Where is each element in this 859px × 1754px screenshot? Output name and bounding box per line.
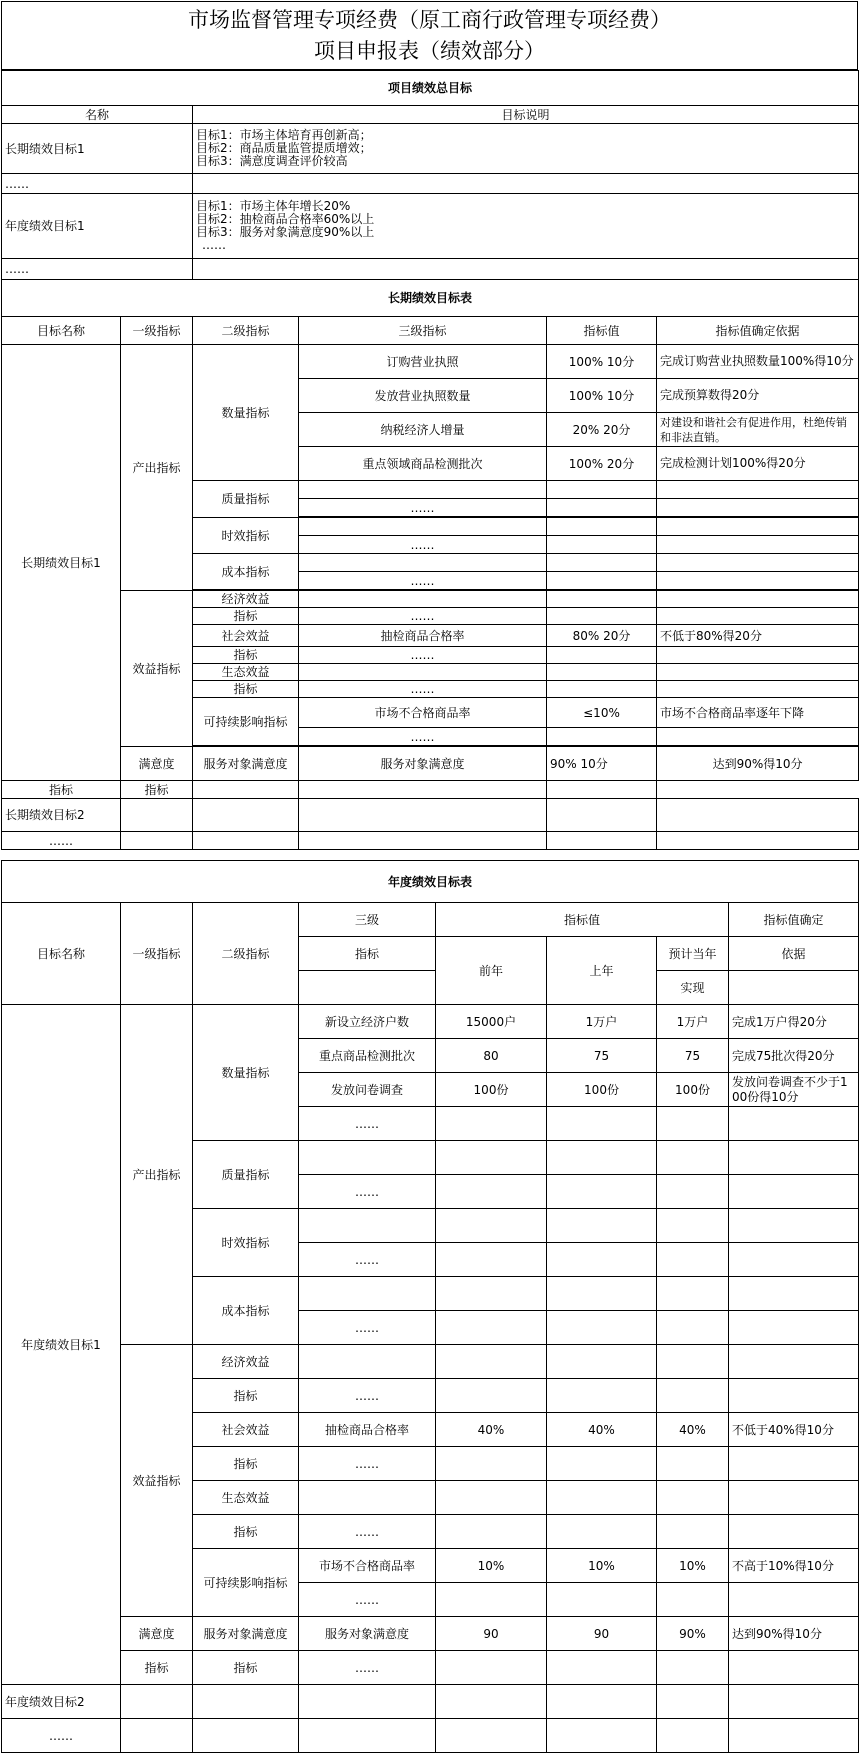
table-cell: 75: [657, 1039, 729, 1073]
empty-cell: [729, 1651, 859, 1685]
long-ecological-indicator: 生态效益: [193, 664, 299, 681]
empty-cell: [657, 799, 859, 832]
table-cell: ……: [299, 728, 547, 746]
empty-cell: [657, 499, 859, 517]
table-cell: ……: [299, 1651, 436, 1685]
empty-cell: [121, 799, 193, 832]
empty-cell: [547, 1447, 657, 1481]
header-value: 指标值: [547, 317, 657, 345]
annual-cost-indicator: 成本指标: [193, 1277, 299, 1345]
empty-cell: [547, 518, 657, 536]
table-cell: 1万户: [657, 1005, 729, 1039]
table-cell: 100份: [657, 1073, 729, 1107]
header-last-year: 上年: [547, 937, 657, 1005]
long-effect-indicator: 效益指标: [121, 591, 193, 747]
table-cell: 发放问卷调查: [299, 1073, 436, 1107]
table-cell: ……: [299, 1447, 436, 1481]
header-level3-top: 三级: [299, 903, 436, 937]
empty-cell: [657, 1447, 729, 1481]
empty-cell: [547, 591, 657, 608]
empty-cell: [193, 799, 299, 832]
header-level1: 一级指标: [121, 317, 193, 345]
table-cell: 达到90%得10分: [657, 747, 859, 781]
table-cell: ……: [299, 608, 547, 625]
table-cell: 指标: [193, 1447, 299, 1481]
table-cell: 达到90%得10分: [729, 1617, 859, 1651]
empty-cell: [547, 1515, 657, 1549]
table-cell: 100份: [547, 1073, 657, 1107]
annual-goal-desc: 目标1：市场主体年增长20% 目标2：抽检商品合格率60%以上 目标3：服务对象满意度90%以上 ……: [193, 194, 859, 259]
empty-cell: [193, 1685, 299, 1719]
empty-cell: [436, 1515, 547, 1549]
header-level1: 一级指标: [121, 903, 193, 1005]
header-expected-top: 预计当年: [657, 937, 729, 971]
table-cell: 新设立经济户数: [299, 1005, 436, 1039]
empty-cell: [729, 1515, 859, 1549]
empty-cell: [729, 1243, 859, 1277]
empty-cell: [729, 971, 859, 1005]
empty-cell: [729, 1175, 859, 1209]
table-cell: 40%: [547, 1413, 657, 1447]
long-service-satisfaction: 服务对象满意度: [193, 747, 299, 781]
table-cell: 90: [436, 1617, 547, 1651]
table-cell: ……: [299, 1583, 436, 1617]
table-cell: 10%: [547, 1549, 657, 1583]
table-cell: 重点领域商品检测批次: [299, 447, 547, 481]
table-cell: 100% 10分: [547, 379, 657, 413]
empty-cell: [121, 1685, 193, 1719]
table-cell: 重点商品检测批次: [299, 1039, 436, 1073]
long-timeliness-indicator: 时效指标: [193, 518, 299, 554]
header-level2: 二级指标: [193, 903, 299, 1005]
summary-table: [1, 70, 859, 280]
table-cell: ……: [299, 1175, 436, 1209]
empty-cell: [657, 664, 859, 681]
annual-service-satisfaction: 服务对象满意度: [193, 1617, 299, 1651]
table-cell: 纳税经济人增量: [299, 413, 547, 447]
empty-cell: [729, 1583, 859, 1617]
table-cell: 90% 10分: [547, 747, 657, 781]
empty-cell: [729, 1107, 859, 1141]
empty-cell: [547, 572, 657, 590]
empty-cell: [547, 832, 657, 850]
empty-cell: [547, 681, 657, 698]
empty-cell: [547, 1719, 657, 1753]
empty-cell: [193, 174, 859, 194]
empty-cell: [547, 1685, 657, 1719]
empty-cell: [436, 1447, 547, 1481]
empty-cell: [436, 1175, 547, 1209]
annual-goal-label: 年度绩效目标1: [2, 194, 193, 259]
empty-cell: [547, 1481, 657, 1515]
empty-cell: [299, 971, 436, 1005]
empty-cell: [436, 1583, 547, 1617]
table-cell: 订购营业执照: [299, 345, 547, 379]
empty-cell: [299, 554, 547, 572]
empty-cell: [547, 1583, 657, 1617]
page-subtitle: 项目申报表（绩效部分）: [314, 39, 545, 63]
empty-cell: [547, 799, 657, 832]
table-cell: ……: [2, 1719, 121, 1753]
long-output-indicator: 产出指标: [121, 345, 193, 591]
table-cell: 指标: [193, 1515, 299, 1549]
annual-quality-indicator: 质量指标: [193, 1141, 299, 1209]
table-cell: 不低于40%得10分: [729, 1413, 859, 1447]
empty-cell: [436, 1311, 547, 1345]
empty-cell: [657, 536, 859, 554]
long-quantity-indicator: 数量指标: [193, 345, 299, 481]
table-cell: 抽检商品合格率: [299, 1413, 436, 1447]
empty-cell: [436, 1651, 547, 1685]
empty-cell: [657, 681, 859, 698]
annual-goal-1: 年度绩效目标1: [2, 1005, 121, 1685]
header-basis-bottom: 依据: [729, 937, 859, 971]
header-basis: 指标值确定依据: [657, 317, 859, 345]
table-cell: ……: [299, 1515, 436, 1549]
summary-ellipsis: ……: [2, 174, 193, 194]
empty-cell: [299, 481, 547, 499]
empty-cell: [547, 781, 657, 799]
long-term-table: [1, 279, 859, 850]
table-cell: 市场不合格商品率: [299, 1549, 436, 1583]
table-cell: ……: [299, 647, 547, 664]
table-cell: ≤10%: [547, 698, 657, 728]
table-cell: ……: [299, 1107, 436, 1141]
empty-cell: [657, 1345, 729, 1379]
empty-cell: [657, 1277, 729, 1311]
empty-cell: [299, 832, 547, 850]
empty-cell: [299, 1685, 436, 1719]
table-cell: 40%: [657, 1413, 729, 1447]
table-cell: ……: [299, 681, 547, 698]
empty-cell: [436, 1107, 547, 1141]
table-cell: ……: [299, 572, 547, 590]
page-title: 市场监督管理专项经费（原工商行政管理专项经费）: [188, 8, 671, 32]
table-cell: 15000户: [436, 1005, 547, 1039]
header-prev-year: 前年: [436, 937, 547, 1005]
empty-cell: [547, 608, 657, 625]
empty-cell: [299, 1209, 436, 1243]
empty-cell: [657, 1243, 729, 1277]
long-term-goal-label: 长期绩效目标1: [2, 124, 193, 174]
empty-cell: [299, 664, 547, 681]
empty-cell: [547, 1107, 657, 1141]
empty-cell: [299, 591, 547, 608]
empty-cell: [729, 1481, 859, 1515]
empty-cell: [436, 1141, 547, 1175]
empty-cell: [547, 1175, 657, 1209]
empty-cell: [299, 1481, 436, 1515]
empty-cell: [193, 832, 299, 850]
empty-cell: [121, 832, 193, 850]
empty-cell: [657, 1719, 729, 1753]
empty-cell: [657, 1481, 729, 1515]
empty-cell: [299, 518, 547, 536]
table-cell: 10%: [657, 1549, 729, 1583]
long-goal-2: 长期绩效目标2: [2, 799, 121, 832]
empty-cell: [729, 1277, 859, 1311]
table-cell: 指标: [121, 781, 193, 799]
header-goal-name: 目标名称: [2, 317, 121, 345]
summary-col-desc: 目标说明: [193, 106, 859, 124]
table-cell: 20% 20分: [547, 413, 657, 447]
empty-cell: [436, 1719, 547, 1753]
empty-cell: [547, 1209, 657, 1243]
table-cell: 不高于10%得10分: [729, 1549, 859, 1583]
empty-cell: [657, 591, 859, 608]
table-cell: 100份: [436, 1073, 547, 1107]
empty-cell: [729, 1719, 859, 1753]
empty-cell: [547, 1277, 657, 1311]
empty-cell: [657, 1685, 729, 1719]
table-cell: 1万户: [547, 1005, 657, 1039]
header-expected-bottom: 实现: [657, 971, 729, 1005]
header-goal-name: 目标名称: [2, 903, 121, 1005]
long-term-heading: 长期绩效目标表: [2, 280, 859, 317]
empty-cell: [657, 1515, 729, 1549]
table-cell: 指标: [2, 781, 121, 799]
empty-cell: [729, 1685, 859, 1719]
table-cell: 完成75批次得20分: [729, 1039, 859, 1073]
table-cell: 80: [436, 1039, 547, 1073]
header-value: 指标值: [436, 903, 729, 937]
summary-heading: 项目绩效总目标: [2, 71, 859, 106]
long-cost-indicator: 成本指标: [193, 554, 299, 590]
table-cell: 不低于80%得20分: [657, 625, 859, 647]
empty-cell: [547, 499, 657, 517]
empty-cell: [657, 608, 859, 625]
table-cell: 服务对象满意度: [299, 1617, 436, 1651]
table-cell: 指标: [193, 608, 299, 625]
table-cell: 40%: [436, 1413, 547, 1447]
empty-cell: [193, 781, 299, 799]
long-satisfaction: 满意度: [121, 747, 193, 781]
empty-cell: [547, 1651, 657, 1685]
empty-cell: [657, 518, 859, 536]
empty-cell: [547, 1141, 657, 1175]
table-cell: 80% 20分: [547, 625, 657, 647]
table-cell: ……: [2, 832, 121, 850]
table-cell: 市场不合格商品率逐年下降: [657, 698, 859, 728]
empty-cell: [121, 1719, 193, 1753]
table-cell: ……: [299, 1311, 436, 1345]
table-cell: 发放问卷调查不少于100份得10分: [729, 1073, 859, 1107]
empty-cell: [436, 1277, 547, 1311]
empty-cell: [547, 1243, 657, 1277]
header-level3-bottom: 指标: [299, 937, 436, 971]
empty-cell: [299, 1277, 436, 1311]
empty-cell: [657, 572, 859, 590]
table-cell: 抽检商品合格率: [299, 625, 547, 647]
long-economic-indicator: 经济效益: [193, 591, 299, 608]
table-cell: 10%: [436, 1549, 547, 1583]
table-cell: 90: [547, 1617, 657, 1651]
empty-cell: [436, 1379, 547, 1413]
empty-cell: [547, 1379, 657, 1413]
table-cell: 指标: [193, 681, 299, 698]
long-goal-1: 长期绩效目标1: [2, 345, 121, 781]
table-cell: 完成订购营业执照数量100%得10分: [657, 345, 859, 379]
empty-cell: [657, 1107, 729, 1141]
annual-heading: 年度绩效目标表: [2, 861, 859, 903]
annual-sustainable-indicator: 可持续影响指标: [193, 1549, 299, 1617]
table-cell: 指标: [193, 647, 299, 664]
empty-cell: [193, 1719, 299, 1753]
table-cell: 100% 10分: [547, 345, 657, 379]
empty-cell: [436, 1481, 547, 1515]
annual-output-indicator: 产出指标: [121, 1005, 193, 1345]
table-cell: 服务对象满意度: [299, 747, 547, 781]
table-cell: 指标: [193, 1379, 299, 1413]
empty-cell: [657, 481, 859, 499]
table-cell: 90%: [657, 1617, 729, 1651]
summary-ellipsis: ……: [2, 259, 193, 280]
table-cell: ……: [299, 1243, 436, 1277]
empty-cell: [299, 799, 547, 832]
table-cell: ……: [299, 499, 547, 517]
header-level3: 三级指标: [299, 317, 547, 345]
table-cell: 指标: [193, 1651, 299, 1685]
empty-cell: [436, 1209, 547, 1243]
empty-cell: [657, 1175, 729, 1209]
table-cell: 指标: [121, 1651, 193, 1685]
empty-cell: [729, 1379, 859, 1413]
empty-cell: [547, 554, 657, 572]
long-social-indicator: 社会效益: [193, 625, 299, 647]
empty-cell: [299, 781, 547, 799]
table-cell: ……: [299, 536, 547, 554]
empty-cell: [436, 1243, 547, 1277]
long-quality-indicator: 质量指标: [193, 481, 299, 518]
header-basis-top: 指标值确定: [729, 903, 859, 937]
empty-cell: [729, 1311, 859, 1345]
empty-cell: [657, 647, 859, 664]
empty-cell: [657, 728, 859, 746]
empty-cell: [436, 1685, 547, 1719]
table-cell: 对建设和谐社会有促进作用，杜绝传销和非法直销。: [657, 413, 859, 447]
annual-satisfaction: 满意度: [121, 1617, 193, 1651]
empty-cell: [547, 647, 657, 664]
empty-cell: [547, 1345, 657, 1379]
empty-cell: [657, 832, 859, 850]
summary-col-name: 名称: [2, 106, 193, 124]
annual-table: [1, 860, 859, 1753]
annual-timeliness-indicator: 时效指标: [193, 1209, 299, 1277]
table-cell: 100% 20分: [547, 447, 657, 481]
annual-social-indicator: 社会效益: [193, 1413, 299, 1447]
empty-cell: [547, 664, 657, 681]
empty-cell: [657, 554, 859, 572]
empty-cell: [299, 1345, 436, 1379]
annual-goal-2: 年度绩效目标2: [2, 1685, 121, 1719]
empty-cell: [729, 1209, 859, 1243]
empty-cell: [657, 1311, 729, 1345]
empty-cell: [657, 1651, 729, 1685]
empty-cell: [657, 1583, 729, 1617]
empty-cell: [729, 1141, 859, 1175]
annual-quantity-indicator: 数量指标: [193, 1005, 299, 1141]
table-cell: 完成检测计划100%得20分: [657, 447, 859, 481]
header-level2: 二级指标: [193, 317, 299, 345]
annual-ecological-indicator: 生态效益: [193, 1481, 299, 1515]
empty-cell: [547, 728, 657, 746]
table-cell: 75: [547, 1039, 657, 1073]
annual-effect-indicator: 效益指标: [121, 1345, 193, 1617]
empty-cell: [657, 1141, 729, 1175]
empty-cell: [299, 1719, 436, 1753]
empty-cell: [729, 1345, 859, 1379]
empty-cell: [657, 1209, 729, 1243]
annual-economic-indicator: 经济效益: [193, 1345, 299, 1379]
empty-cell: [299, 1141, 436, 1175]
empty-cell: [729, 1447, 859, 1481]
table-cell: 市场不合格商品率: [299, 698, 547, 728]
long-sustainable-indicator: 可持续影响指标: [193, 698, 299, 746]
empty-cell: [193, 259, 859, 280]
empty-cell: [547, 1311, 657, 1345]
empty-cell: [436, 1345, 547, 1379]
long-term-goal-desc: 目标1：市场主体培育再创新高； 目标2：商品质量监管提质增效； 目标3：满意度调查评价较高: [193, 124, 859, 174]
empty-cell: [547, 536, 657, 554]
table-cell: ……: [299, 1379, 436, 1413]
table-cell: 发放营业执照数量: [299, 379, 547, 413]
table-cell: 完成1万户得20分: [729, 1005, 859, 1039]
empty-cell: [657, 1379, 729, 1413]
table-cell: 完成预算数得20分: [657, 379, 859, 413]
empty-cell: [547, 481, 657, 499]
